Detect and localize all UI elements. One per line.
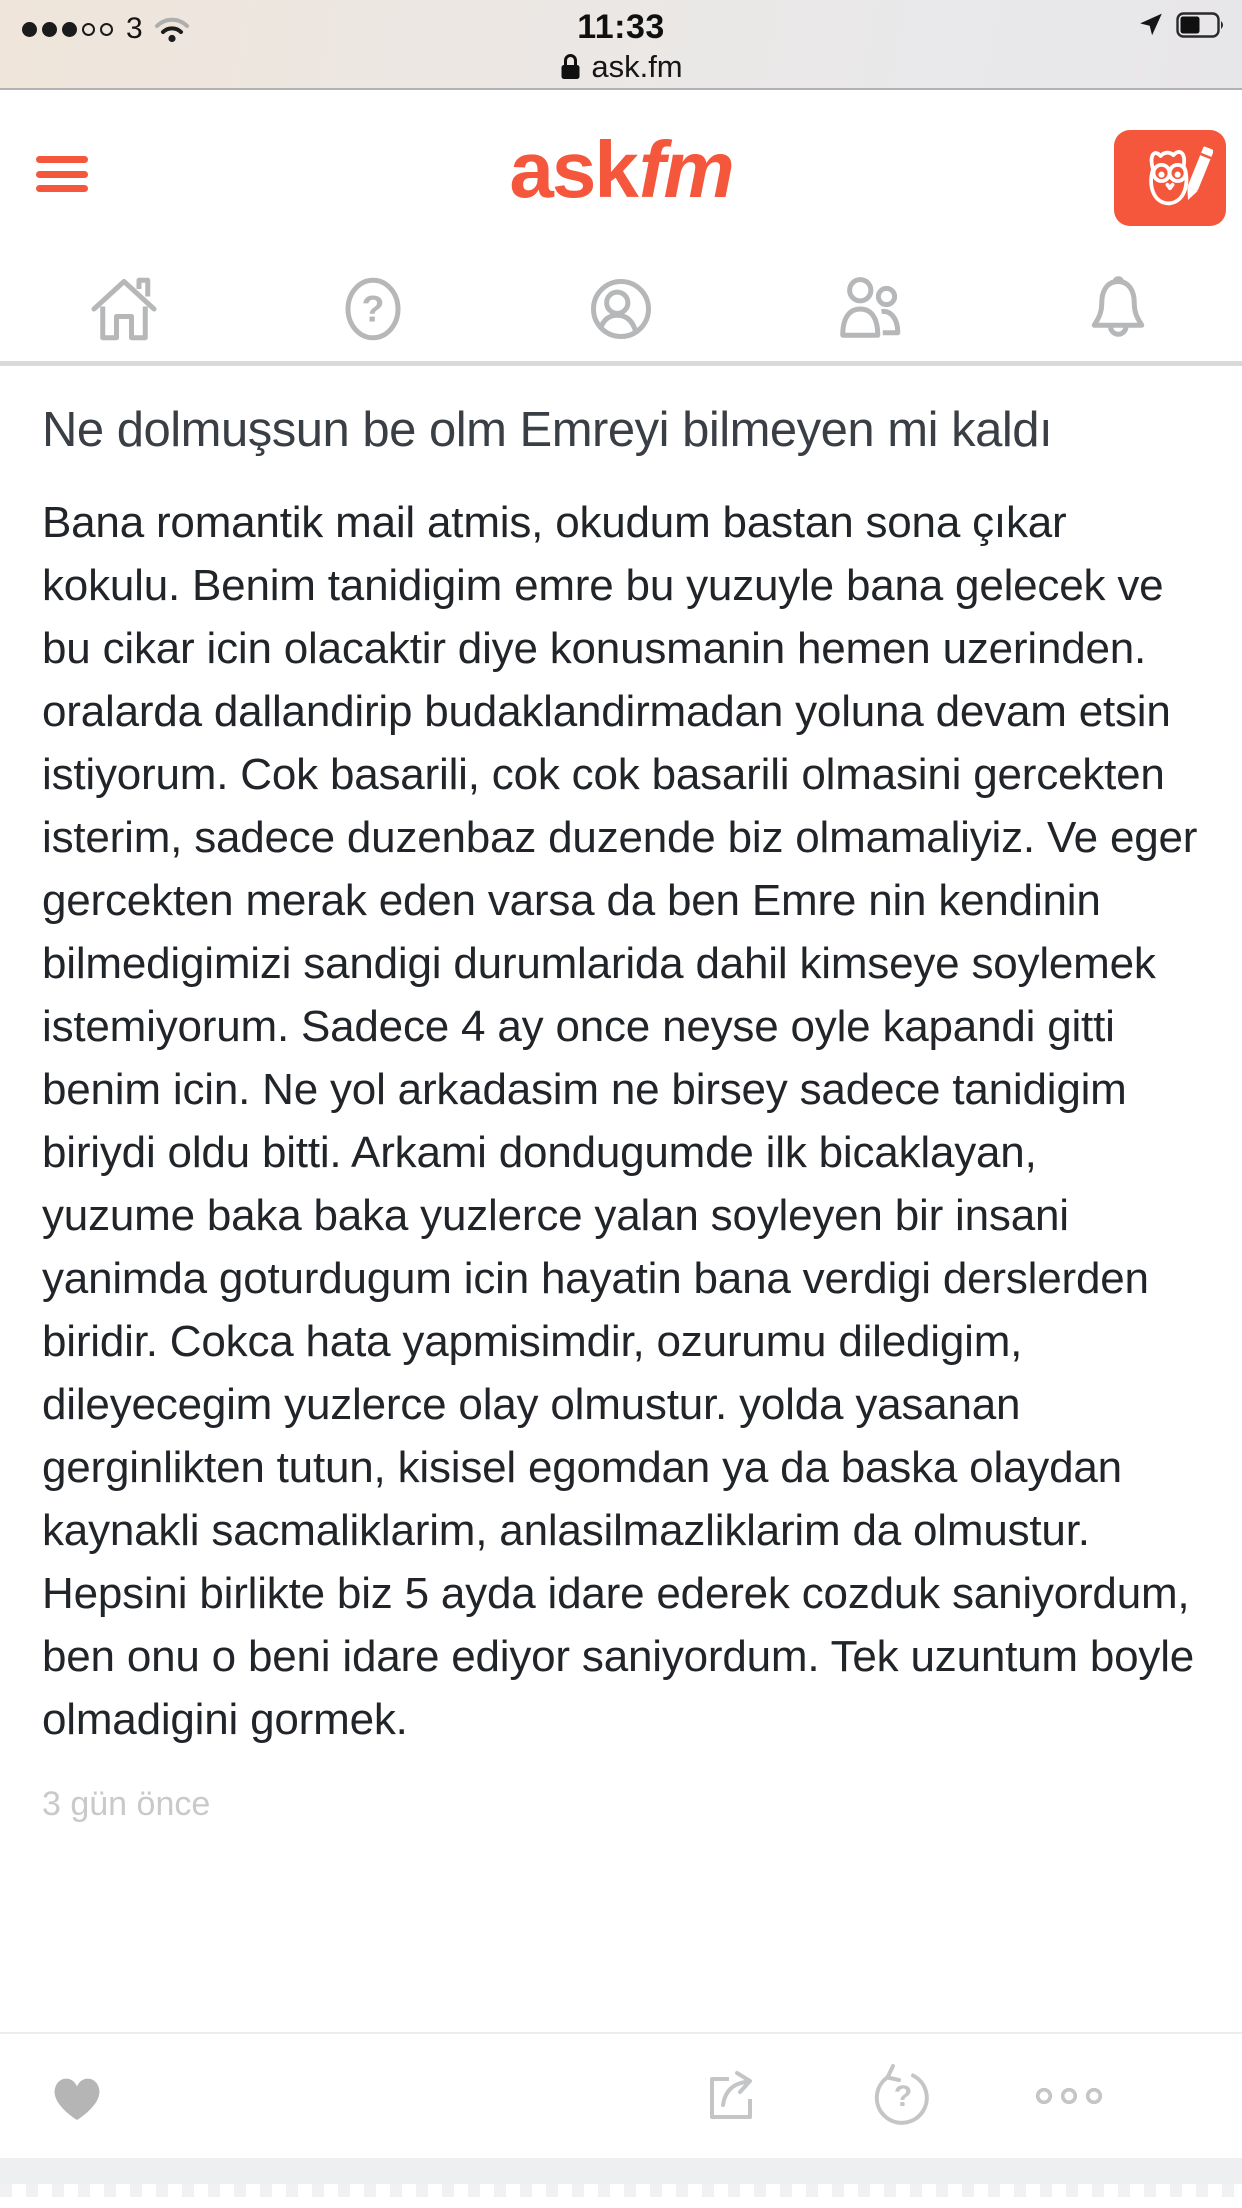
- more-dots-icon: [1034, 2085, 1104, 2107]
- more-options-button[interactable]: [1034, 2034, 1104, 2158]
- question-text: Ne dolmuşsun be olm Emreyi bilmeyen mi kaldı: [42, 403, 1053, 457]
- nav-friends[interactable]: [745, 256, 993, 361]
- lock-icon: [559, 52, 582, 82]
- answer-text: [42, 491, 1200, 1751]
- profile-icon: [581, 269, 661, 349]
- location-arrow-icon: [1138, 12, 1164, 38]
- share-icon: [698, 2064, 764, 2128]
- nav-questions[interactable]: [248, 256, 496, 361]
- next-card-dashed-edge: [0, 2184, 1242, 2197]
- home-icon: [84, 269, 164, 349]
- nav-profile[interactable]: [497, 256, 745, 361]
- main-nav: [0, 256, 1242, 366]
- answer-paragraph: oralarda dallandirip budaklandirmadan yoluna devam etsin istiyorum. Cok basarili, cok cok basarili olmasini gercekten isterim, sadece duzenbaz duzende biz olmamaliyiz. Ve eger gercekten merak eden varsa da ben Emre nin kendinin bilmedigimizi sandigi durumlarida dahil kimseye soylemek istemiyorum. Sadece 4 ay once neyse oyle kapandi gitti benim icin. Ne yol arkadasim ne birsey sadece tanidigim biriydi oldu bitti. Arkami dondugumde ilk bicaklayan, yuzume baka baka yuzlerce yalan soyleyen bir insani yanimda goturdugum icin hayatin bana verdigi derslerden biridir. Cokca hata yapmisimdir, ozurumu diledigim, dileyecegim yuzlerce olay olmustur. yolda yasanan gerginlikten tutun, kisisel egomdan ya da baska olaydan kaynakli sacmaliklarim, anlasilmazliklarim da olmustur. Hepsini birlikte biz 5 ayda idare ederek cozduk saniyordum, ben onu o beni idare ediyor saniyordum. Tek uzuntum boyle olmadigini gormek.: [42, 687, 1198, 1744]
- post-timestamp: 3 gün önce: [42, 1785, 211, 1823]
- post-card: [42, 370, 1200, 1824]
- post-action-bar: [0, 2032, 1242, 2156]
- logo-ask-text: ask: [509, 125, 637, 214]
- questions-icon: [333, 269, 413, 349]
- page-bottom-strip: [0, 2158, 1242, 2184]
- owl-pencil-icon: [1127, 139, 1213, 217]
- heart-icon: [45, 2066, 109, 2126]
- clock-time: 11:33: [577, 8, 665, 46]
- status-right-group: [1138, 12, 1226, 38]
- svg-text:?: ?: [893, 2080, 913, 2113]
- url-bar[interactable]: [0, 47, 1242, 87]
- answer-paragraph: Bana romantik mail atmis, okudum bastan sona çıkar kokulu. Benim tanidigim emre bu yuzuyle bana gelecek ve bu cikar icin olacaktir diye konusmanin hemen uzerinden.: [42, 498, 1164, 673]
- carrier-label: 3: [126, 12, 143, 45]
- share-button[interactable]: [696, 2034, 766, 2158]
- like-button[interactable]: [42, 2034, 112, 2158]
- reask-button[interactable]: [866, 2034, 936, 2158]
- site-header: [0, 92, 1242, 256]
- compose-button[interactable]: [1114, 130, 1226, 226]
- nav-home[interactable]: [0, 256, 248, 361]
- reask-icon: [869, 2064, 933, 2128]
- logo-fm-text: fm: [638, 125, 733, 214]
- status-bar: [0, 0, 1242, 90]
- askfm-logo[interactable]: [0, 126, 1242, 214]
- friends-icon: [827, 269, 911, 349]
- notifications-icon: [1078, 269, 1158, 349]
- battery-icon: [1176, 12, 1226, 38]
- nav-notifications[interactable]: [994, 256, 1242, 361]
- svg-text:?: ?: [361, 287, 385, 329]
- url-domain: ask.fm: [591, 49, 683, 84]
